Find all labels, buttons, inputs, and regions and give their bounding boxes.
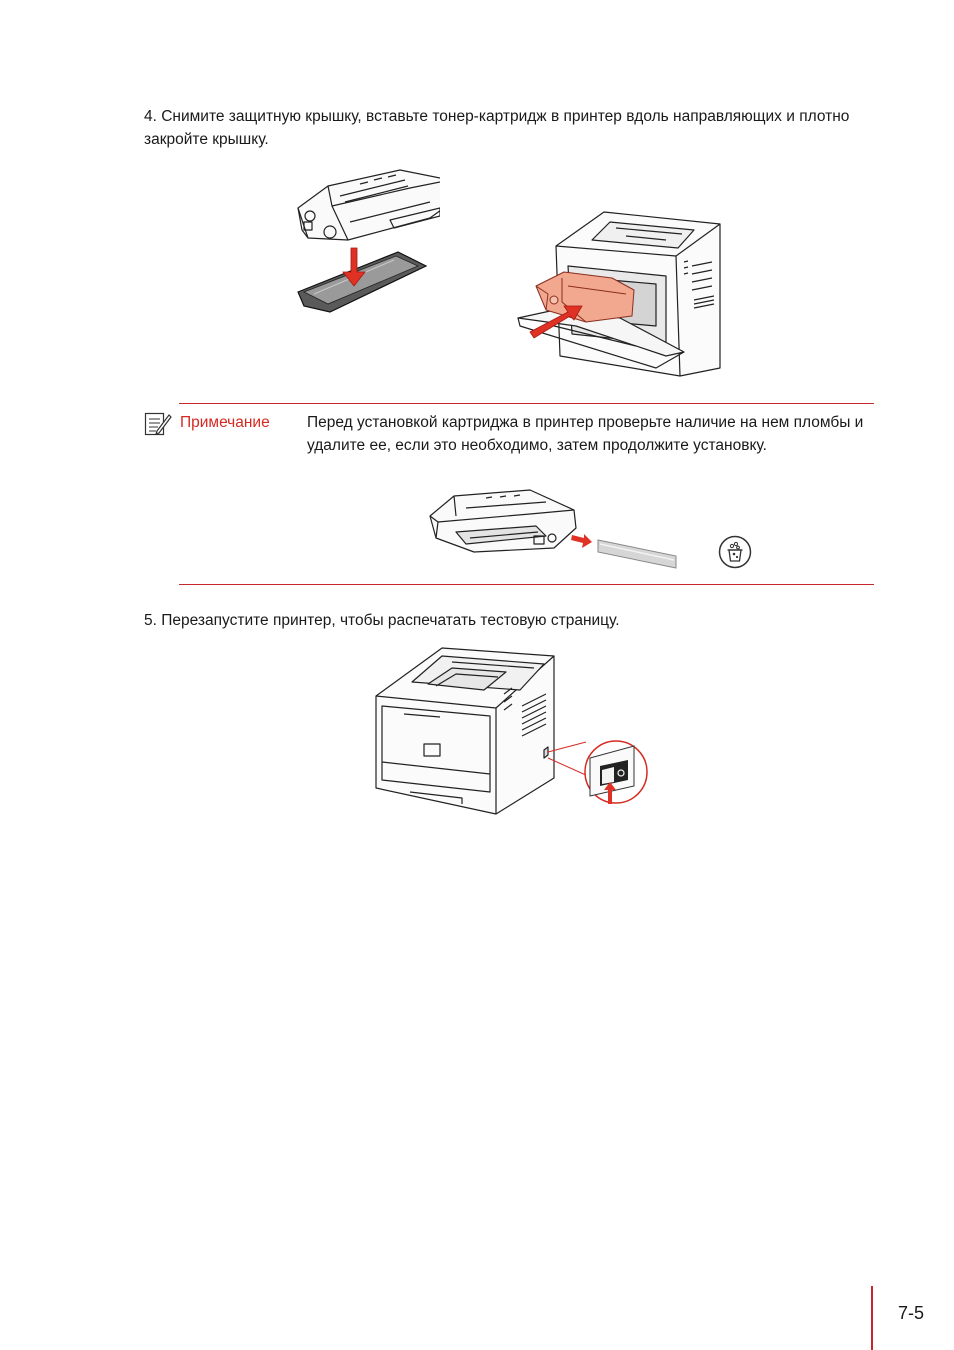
footer-accent-bar	[871, 1286, 873, 1350]
page-number: 7-5	[898, 1303, 925, 1323]
insert-cartridge-illustration	[516, 206, 721, 378]
remove-seal-illustration	[426, 488, 756, 570]
note-top-rule	[179, 403, 874, 404]
note-bottom-rule	[179, 584, 874, 585]
note-label: Примечание	[180, 414, 270, 431]
note-text: Перед установкой картриджа в принтер проверьте наличие на нем пломбы и удалите ее, если это необходимо, затем продолжите установку.	[307, 414, 864, 454]
recycle-icon	[718, 535, 752, 569]
printer-power-switch-illustration	[372, 646, 648, 822]
note-icon	[144, 411, 172, 437]
step-4-text: 4. Снимите защитную крышку, вставьте тонер-картридж в принтер вдоль направляющих и плотно закройте крышку.	[144, 108, 850, 148]
cartridge-remove-cover-illustration	[290, 160, 440, 322]
step-5-text: 5. Перезапустите принтер, чтобы распечатать тестовую страницу.	[144, 612, 620, 629]
